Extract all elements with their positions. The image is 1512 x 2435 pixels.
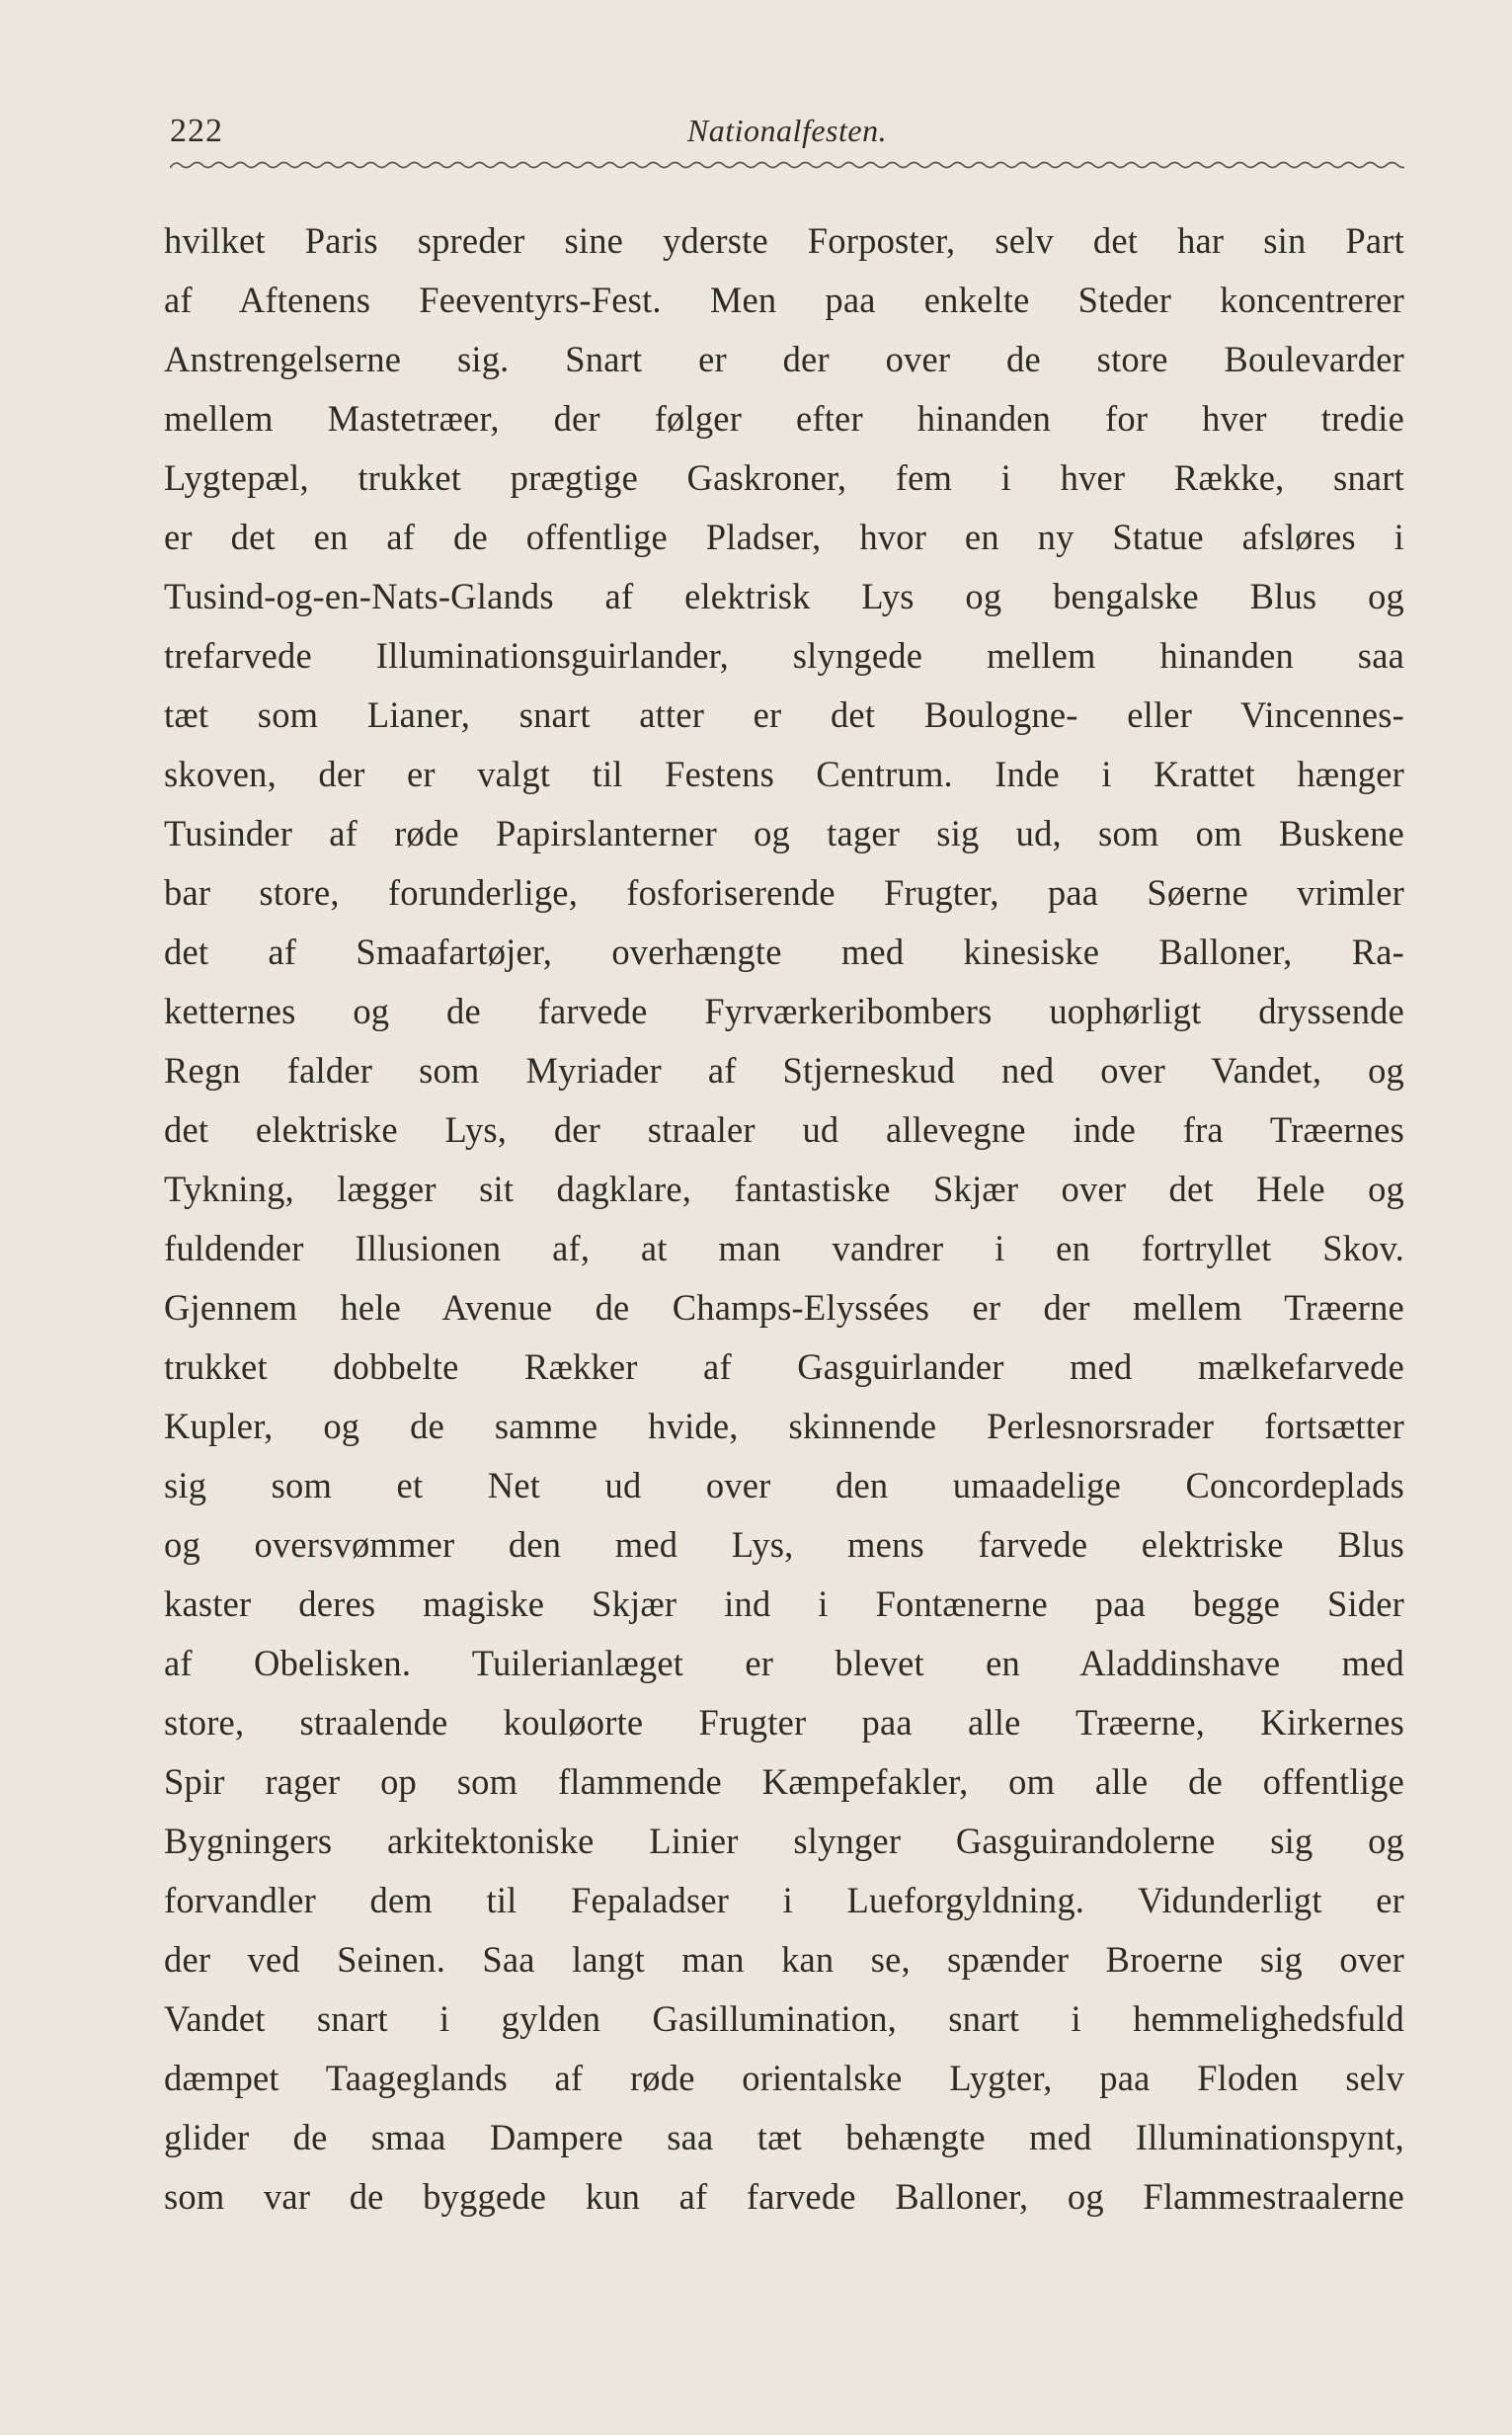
text-line: dæmpet Taageglands af røde orientalske Lygter, paa Floden selv [164,2058,1404,2098]
text-line: store, straalende kouløorte Frugter paa alle Træerne, Kirkernes [164,1702,1404,1743]
text-line: Lygtepæl, trukket prægtige Gaskroner, fem i hver Række, snart [164,457,1404,498]
text-line: Vandet snart i gylden Gasillumination, snart i hemmelighedsfuld [164,1998,1404,2039]
text-line: Gjennem hele Avenue de Champs-Elyssées er der mellem Træerne [164,1287,1404,1328]
text-line: der ved Seinen. Saa langt man kan se, spænder Broerne sig over [164,1939,1404,1980]
text-line: kaster deres magiske Skjær ind i Fontænerne paa begge Sider [164,1583,1404,1624]
text-line: Tusind-og-en-Nats-Glands af elektrisk Lys og bengalske Blus og [164,576,1404,616]
text-line: fuldender Illusionen af, at man vandrer i en fortryllet Skov. [164,1228,1404,1268]
text-line: af Aftenens Feeventyrs-Fest. Men paa enkelte Steder koncentrerer [164,280,1404,320]
text-line: Tykning, lægger sit dagklare, fantastiske Skjær over det Hele og [164,1169,1404,1209]
text-line: som var de byggede kun af farvede Balloner, og Flammestraalerne [164,2176,1404,2217]
text-line: hvilket Paris spreder sine yderste Forposter, selv det har sin Part [164,220,1404,261]
text-line: og oversvømmer den med Lys, mens farvede elektriske Blus [164,1524,1404,1565]
text-line: det af Smaafartøjer, overhængte med kinesiske Balloner, Ra- [164,932,1404,972]
text-line: Tusinder af røde Papirslanterner og tager sig ud, som om Buskene [164,813,1404,853]
text-line: det elektriske Lys, der straaler ud allevegne inde fra Træernes [164,1109,1404,1150]
text-line: er det en af de offentlige Pladser, hvor en ny Statue afsløres i [164,517,1404,557]
body-text [164,211,1404,2227]
text-line: Spir rager op som flammende Kæmpefakler, om alle de offentlige [164,1761,1404,1802]
text-line: bar store, forunderlige, fosforiserende Frugter, paa Søerne vrimler [164,872,1404,913]
running-title: Nationalfesten. [686,113,888,148]
text-line: Kupler, og de samme hvide, skinnende Perlesnorsrader fortsætter [164,1406,1404,1446]
text-line: Anstrengelserne sig. Snart er der over de store Boulevarder [164,339,1404,379]
text-line: glider de smaa Dampere saa tæt behængte med Illuminationspynt, [164,2117,1404,2157]
page-number: 222 [170,113,223,149]
text-line: forvandler dem til Fepaladser i Lueforgyldning. Vidunderligt er [164,1880,1404,1920]
text-line: Bygningers arkitektoniske Linier slynger Gasguirandolerne sig og [164,1821,1404,1861]
decorative-rule [170,158,1404,172]
page-header [170,107,1404,149]
text-line: trukket dobbelte Rækker af Gasguirlander med mælkefarvede [164,1346,1404,1387]
text-line: Regn falder som Myriader af Stjerneskud ned over Vandet, og [164,1050,1404,1091]
text-line: trefarvede Illuminationsguirlander, slyngede mellem hinanden saa [164,635,1404,676]
text-line: sig som et Net ud over den umaadelige Concordeplads [164,1465,1404,1505]
text-line: mellem Mastetræer, der følger efter hinanden for hver tredie [164,398,1404,439]
text-line: af Obelisken. Tuilerianlæget er blevet en Aladdinshave med [164,1643,1404,1683]
text-line: tæt som Lianer, snart atter er det Boulogne- eller Vincennes- [164,694,1404,735]
text-line: ketternes og de farvede Fyrværkeribombers uophørligt dryssende [164,991,1404,1031]
text-line: skoven, der er valgt til Festens Centrum. Inde i Krattet hænger [164,754,1404,794]
